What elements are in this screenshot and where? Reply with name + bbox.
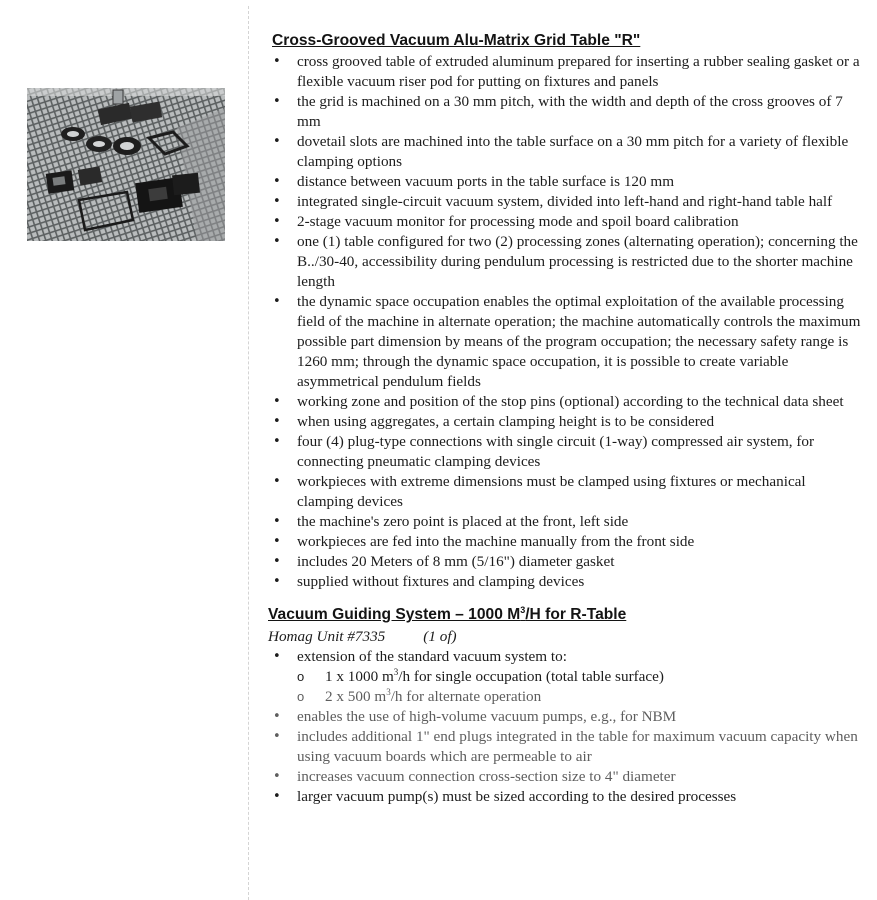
grid-table-bullet-list <box>268 52 864 592</box>
list-item: • distance between vacuum ports in the table surface is 120 mm <box>268 172 864 192</box>
sub-item-text-end: /h for single occupation (total table surface) <box>398 668 664 685</box>
list-item: • increases vacuum connection cross-section size to 4" diameter <box>268 767 864 787</box>
list-item: • supplied without fixtures and clamping devices <box>268 572 864 592</box>
title-superscript: 3 <box>520 604 526 615</box>
list-item: • four (4) plug-type connections with single circuit (1-way) compressed air system, for connecting pneumatic clamping devices <box>268 432 864 472</box>
list-item: • the machine's zero point is placed at the front, left side <box>268 512 864 532</box>
section-title-grid-table: Cross-Grooved Vacuum Alu-Matrix Grid Table "R" <box>272 32 641 49</box>
grid-table-section <box>268 30 864 592</box>
list-item: • cross grooved table of extruded aluminum prepared for inserting a rubber sealing gasket or a flexible vacuum riser pod for putting on fixtures and panels <box>268 52 864 92</box>
title-text-end: /H for R-Table <box>525 606 627 623</box>
list-item: • integrated single-circuit vacuum system, divided into left-hand and right-hand table half <box>268 192 864 212</box>
vacuum-guiding-section <box>268 604 864 807</box>
vacuum-bullet-list <box>268 647 864 807</box>
title-text: Vacuum Guiding System – 1000 M <box>268 606 521 623</box>
sub-item-superscript: 3 <box>386 686 391 697</box>
list-item: • the dynamic space occupation enables the optimal exploitation of the available processing field of the machine in alternate operation; the machine automatically controls the maximum possible part dimension by means of the program occupation; the necessary safety range is 1260 mm; through the dynamic space occupation, it is possible to create variable asymmetrical pendulum fields <box>268 292 864 392</box>
list-item: • 2-stage vacuum monitor for processing mode and spoil board calibration <box>268 212 864 232</box>
list-item: • includes additional 1" end plugs integrated in the table for maximum vacuum capacity when using vacuum boards which are permeable to air <box>268 727 864 767</box>
sub-item-text: 2 x 500 m <box>325 688 387 705</box>
list-item-text: extension of the standard vacuum system to: <box>297 648 567 665</box>
unit-number: Homag Unit #7335 <box>268 628 386 645</box>
column-divider <box>248 6 249 900</box>
list-item: • the grid is machined on a 30 mm pitch, with the width and depth of the cross grooves of 7 mm <box>268 92 864 132</box>
unit-line <box>268 626 864 647</box>
list-item: • enables the use of high-volume vacuum pumps, e.g., for NBM <box>268 707 864 727</box>
sub-item-superscript: 3 <box>393 666 399 677</box>
vacuum-sub-list <box>297 667 864 707</box>
spec-content <box>268 30 864 807</box>
list-item: • dovetail slots are machined into the table surface on a 30 mm pitch for a variety of flexible clamping options <box>268 132 864 172</box>
list-item: • one (1) table configured for two (2) processing zones (alternating operation); concerning the B../30-40, accessibility during pendulum processing is restricted due to the shorter machine length <box>268 232 864 292</box>
sub-item-text: 1 x 1000 m <box>325 668 394 685</box>
list-item: • workpieces with extreme dimensions must be clamped using fixtures or mechanical clamping devices <box>268 472 864 512</box>
list-item: • workpieces are fed into the machine manually from the front side <box>268 532 864 552</box>
list-item: • working zone and position of the stop pins (optional) according to the technical data sheet <box>268 392 864 412</box>
sub-item-text-end: /h for alternate operation <box>390 688 542 705</box>
grid-table-photo <box>27 88 225 241</box>
unit-quantity: (1 of) <box>423 628 457 645</box>
list-item: • when using aggregates, a certain clamping height is to be considered <box>268 412 864 432</box>
sub-list-item <box>297 667 864 687</box>
list-item: • includes 20 Meters of 8 mm (5/16") diameter gasket <box>268 552 864 572</box>
section-title-vacuum-guiding <box>268 604 864 626</box>
list-item: • larger vacuum pump(s) must be sized according to the desired processes <box>268 787 864 807</box>
sub-list-item <box>297 687 864 707</box>
list-item <box>268 647 864 707</box>
